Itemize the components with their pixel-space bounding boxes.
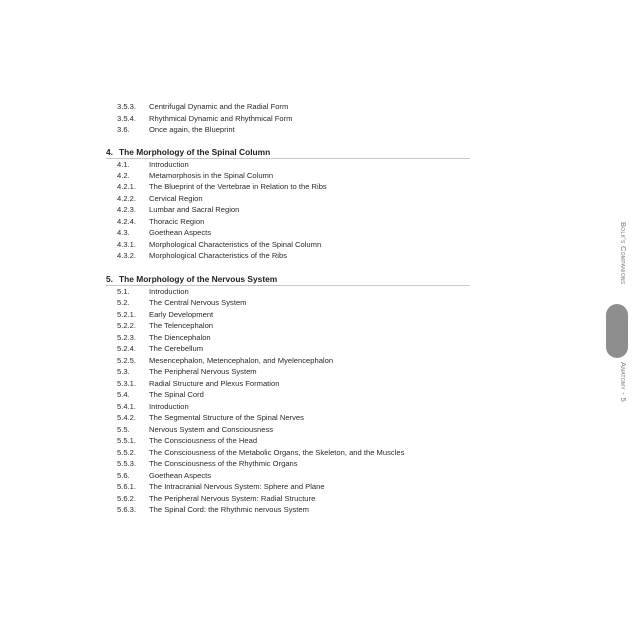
chapter-number: 4. (106, 147, 113, 157)
section-number: 5.4.2. (117, 413, 136, 422)
section-title: Goethean Aspects (149, 471, 212, 480)
section-number: 4.2.2. (117, 194, 136, 203)
section-number: 5.6. (117, 471, 130, 480)
section-number: 5.3.1. (117, 379, 136, 388)
section-number: 5.2. (117, 298, 130, 307)
chapter-title: The Morphology of the Spinal Column (119, 147, 271, 157)
section-number: 4.3. (117, 228, 130, 237)
section-title: Radial Structure and Plexus Formation (149, 379, 280, 388)
section-number: 4.2.3. (117, 205, 136, 214)
section-number: 4.2.1. (117, 182, 136, 191)
section-title: The Blueprint of the Vertebrae in Relation to the Ribs (149, 182, 327, 191)
section-title: The Consciousness of the Metabolic Organs, the Skeleton, and the Muscles (149, 448, 405, 457)
section-number: 5.2.5. (117, 356, 136, 365)
section-title: The Spinal Cord: the Rhythmic nervous System (149, 505, 309, 514)
section-number: 5.1. (117, 287, 130, 296)
section-number: 5.2.1. (117, 310, 136, 319)
section-number: 4.3.2. (117, 251, 136, 260)
section-number: 5.5.2. (117, 448, 136, 457)
section-number: 5.6.1. (117, 482, 136, 491)
section-title: The Spinal Cord (149, 390, 204, 399)
section-title: Rhythmical Dynamic and Rhythmical Form (149, 114, 293, 123)
section-title: Mesencephalon, Metencephalon, and Myelencephalon (149, 356, 334, 365)
section-number: 5.2.2. (117, 321, 136, 330)
section-title: Introduction (149, 402, 189, 411)
section-number: 5.2.4. (117, 344, 136, 353)
section-tab-marker (606, 304, 628, 358)
section-title: Metamorphosis in the Spinal Column (149, 171, 274, 180)
section-number: 5.5. (117, 425, 130, 434)
section-title: The Consciousness of the Rhythmic Organs (149, 459, 298, 468)
section-title: The Peripheral Nervous System: Radial Structure (149, 494, 316, 503)
section-title: Centrifugal Dynamic and the Radial Form (149, 102, 289, 111)
section-title: Introduction (149, 287, 189, 296)
section-number: 5.2.3. (117, 333, 136, 342)
section-title: Lumbar and Sacral Region (149, 205, 240, 214)
section-number: 5.6.2. (117, 494, 136, 503)
section-title: Goethean Aspects (149, 228, 212, 237)
section-title: The Peripheral Nervous System (149, 367, 257, 376)
chapter-number: 5. (106, 274, 113, 284)
section-number: 4.2.4. (117, 217, 136, 226)
section-number: 4.1. (117, 160, 130, 169)
subject-label: Anatomy - 5 (619, 362, 628, 403)
section-title: Early Development (149, 310, 214, 319)
chapter-title: The Morphology of the Nervous System (119, 274, 278, 284)
series-title: Bolk's Companions (619, 222, 628, 285)
section-number: 5.4. (117, 390, 130, 399)
section-number: 3.5.3. (117, 102, 136, 111)
section-title: Introduction (149, 160, 189, 169)
section-number: 5.5.1. (117, 436, 136, 445)
section-number: 5.5.3. (117, 459, 136, 468)
section-title: The Consciousness of the Head (149, 436, 258, 445)
section-number: 5.3. (117, 367, 130, 376)
section-title: Cervical Region (149, 194, 203, 203)
section-number: 3.5.4. (117, 114, 136, 123)
section-title: Thoracic Region (149, 217, 205, 226)
section-title: Morphological Characteristics of the Spinal Column (149, 240, 322, 249)
section-number: 3.6. (117, 125, 130, 134)
section-title: Nervous System and Consciousness (149, 425, 274, 434)
section-title: The Central Nervous System (149, 298, 247, 307)
section-title: The Telencephalon (149, 321, 214, 330)
section-title: The Segmental Structure of the Spinal Nerves (149, 413, 304, 422)
section-number: 4.3.1. (117, 240, 136, 249)
section-title: The Diencephalon (149, 333, 211, 342)
section-title: The Cerebellum (149, 344, 204, 353)
section-title: Morphological Characteristics of the Ribs (149, 251, 288, 260)
section-title: Once again, the Blueprint (149, 125, 235, 134)
section-number: 4.2. (117, 171, 130, 180)
section-number: 5.6.3. (117, 505, 136, 514)
section-title: The Intracranial Nervous System: Sphere and Plane (149, 482, 325, 491)
section-number: 5.4.1. (117, 402, 136, 411)
